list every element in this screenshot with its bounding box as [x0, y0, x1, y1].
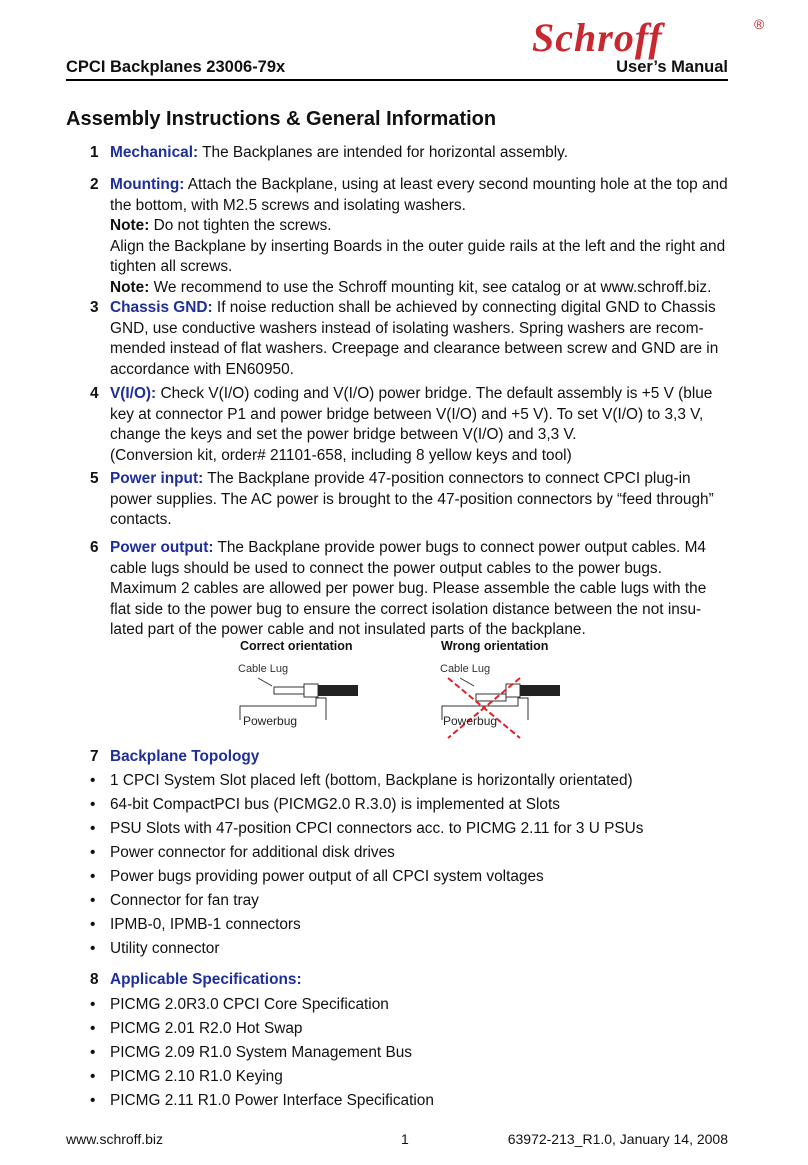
item-label: Mounting: [110, 176, 185, 193]
item-text-line2: (Conversion kit, order# 21101-658, including 8 yellow keys and tool) [110, 446, 572, 464]
note-text: We recommend to use the Schroff mounting kit, see catalog or at www.schroff.biz. [149, 278, 712, 296]
item-label: Applicable Specifications: [110, 971, 302, 988]
pointer-line [460, 678, 474, 686]
wrong-orientation-diagram [438, 672, 568, 740]
footer-url: www.schroff.biz [66, 1131, 163, 1147]
item-label: Chassis GND: [110, 299, 213, 316]
registered-mark: ® [754, 16, 765, 32]
item-vio [90, 384, 730, 466]
list-item: • 1 CPCI System Slot placed left (bottom, Backplane is horizontally orientated) [90, 772, 633, 789]
list-item: • 64-bit CompactPCI bus (PICMG2.0 R.3.0) is implemented at Slots [90, 796, 560, 813]
page-number: 1 [401, 1131, 409, 1147]
document-id: 63972-213_R1.0, January 14, 2008 [507, 1131, 728, 1147]
powerbug-label-wrong: Powerbug [443, 714, 498, 728]
item-label: Power output: [110, 539, 214, 556]
cable-lug-flat [476, 694, 506, 701]
item-text: Check V(I/O) coding and V(I/O) power bridge. The default assembly is +5 V (blue key at connector P1 and power bridge between V(I/O) and +5 V). To set V(I/O) to 3,3 V, change the keys and set the power bridge between V(I/O) and 3,3 V. [110, 385, 713, 443]
cable-lug-label-wrong: Cable Lug [440, 663, 491, 675]
document-title: CPCI Backplanes 23006-79x [66, 58, 286, 76]
item-label: Backplane Topology [110, 748, 260, 765]
list-item: • Connector for fan tray [90, 892, 259, 909]
item-power-output [90, 538, 730, 641]
item-text-line2: Align the Backplane by inserting Boards in the outer guide rails at the left and the right and tighten all screws. [110, 237, 726, 275]
item-text: The Backplane provide 47-position connectors to connect CPCI plug-in power supplies. The AC power is brought to the 47-position connectors by “feed through” contacts. [110, 470, 714, 528]
item-number: 3 [90, 299, 99, 316]
powerbug-label-correct: Powerbug [243, 714, 298, 728]
list-item: • Utility connector [90, 940, 220, 957]
item-text: The Backplane provide power bugs to connect power output cables. M4 cable lugs should be used to connect the power output cables to the power bugs. Maximum 2 cables are allowed per power bug. Please assemble the cable lugs with the flat side to the power bug to ensure the correct isolation distance between the not insu-lated part of the power cable and not insulated parts of the backplane. [110, 539, 707, 638]
item-number: 7 [90, 748, 99, 765]
item-backplane-topology [90, 747, 730, 768]
list-item: • PICMG 2.0R3.0 CPCI Core Specification [90, 996, 389, 1013]
item-number: 6 [90, 539, 99, 556]
list-item: • PICMG 2.01 R2.0 Hot Swap [90, 1020, 303, 1037]
item-number: 4 [90, 385, 99, 402]
list-item: • PSU Slots with 47-position CPCI connectors acc. to PICMG 2.11 for 3 U PSUs [90, 820, 644, 837]
pointer-line [258, 678, 272, 686]
header-divider [66, 79, 728, 81]
item-number: 1 [90, 144, 99, 161]
correct-orientation-caption: Correct orientation [240, 639, 353, 653]
section-title: Assembly Instructions & General Information [66, 108, 497, 130]
item-text: Attach the Backplane, using at least every second mounting hole at the top and the bottom, with M2.5 screws and isolating washers. [110, 176, 728, 214]
item-mechanical [90, 143, 730, 164]
list-item: • Power bugs providing power output of all CPCI system voltages [90, 868, 544, 885]
note-label: Note: [110, 278, 150, 296]
list-item: • PICMG 2.10 R1.0 Keying [90, 1068, 283, 1085]
schroff-logo: Schroff [532, 15, 663, 60]
item-text: If noise reduction shall be achieved by connecting digital GND to Chassis GND, use conductive washers instead of isolating washers. Spring washers are recom-mended instead of flat washers. Creepage and clearance between screw and GND are in accordance with EN60950. [110, 299, 719, 378]
cable [520, 685, 560, 696]
note-text: Do not tighten the screws. [149, 217, 332, 234]
cable [318, 685, 358, 696]
item-label: V(I/O): [110, 385, 157, 402]
list-item: • IPMB-0, IPMB-1 connectors [90, 916, 301, 933]
item-mounting [90, 175, 730, 298]
crimp-sleeve [304, 684, 318, 697]
list-item: • PICMG 2.09 R1.0 System Management Bus [90, 1044, 412, 1061]
cable-lug-label-correct: Cable Lug [238, 663, 289, 675]
crimp-sleeve [506, 684, 520, 697]
item-number: 2 [90, 176, 99, 193]
item-label: Power input: [110, 470, 204, 487]
cable-lug-flat [274, 687, 304, 694]
item-chassis-gnd [90, 298, 730, 380]
item-power-input [90, 469, 730, 531]
list-item: • Power connector for additional disk drives [90, 844, 395, 861]
item-applicable-specifications [90, 970, 730, 991]
item-label: Mechanical: [110, 144, 199, 161]
document-type: User’s Manual [616, 58, 728, 76]
item-number: 8 [90, 971, 99, 988]
list-item: • PICMG 2.11 R1.0 Power Interface Specification [90, 1092, 434, 1109]
wrong-orientation-caption: Wrong orientation [441, 639, 549, 653]
note-label: Note: [110, 217, 150, 234]
item-number: 5 [90, 470, 99, 487]
item-text: The Backplanes are intended for horizontal assembly. [198, 144, 568, 161]
